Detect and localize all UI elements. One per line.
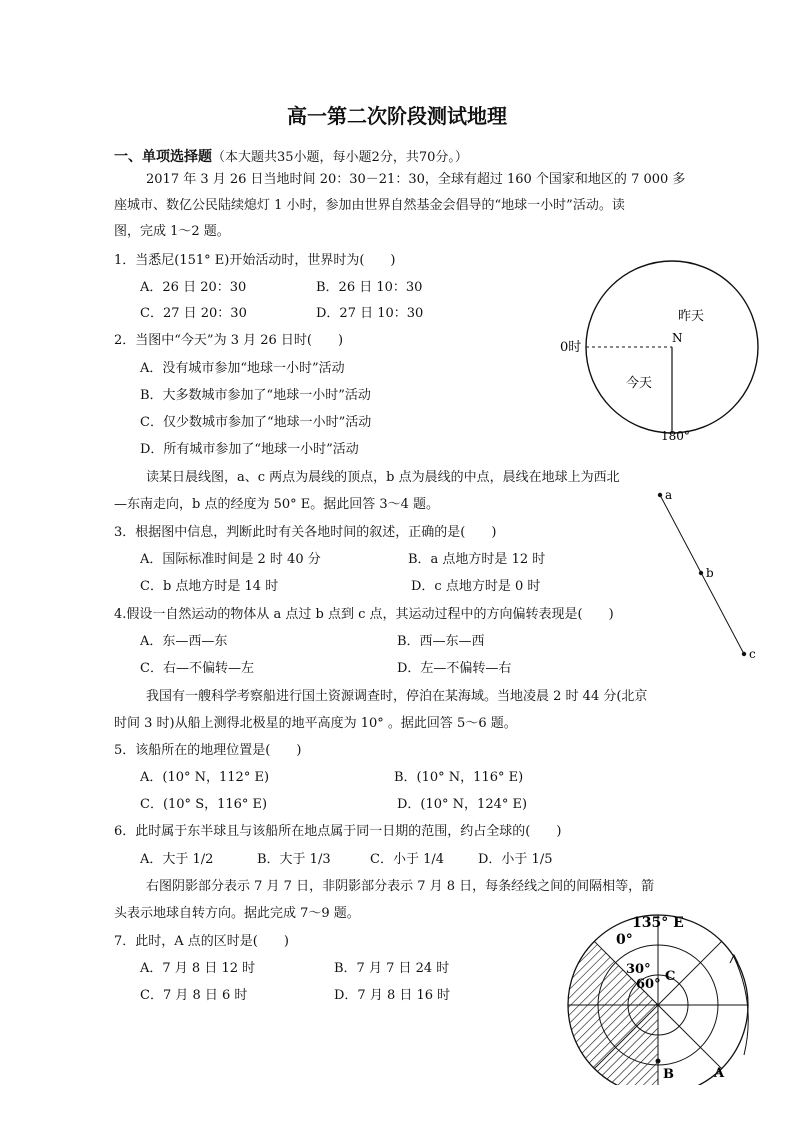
- label-0-degree: 0°: [616, 932, 633, 948]
- q3-stem: 3．根据图中信息，判断此时有关各地时间的叙述，正确的是( ): [114, 525, 497, 540]
- intro1-line1: 2017 年 3 月 26 日当地时间 20：30－21：30，全球有超过 160 个国家和地区的 7 000 多: [146, 172, 686, 187]
- dawn-line-figure: [650, 485, 770, 665]
- q1-stem: 1．当悉尼(151° E)开始活动时，世界时为( ): [114, 253, 396, 268]
- q1-option-a[interactable]: A．26 日 20：30: [140, 280, 247, 295]
- label-60-degree: 60°: [636, 977, 661, 992]
- q7-stem: 7．此时，A 点的区时是( ): [114, 934, 289, 949]
- point-b-marker: [656, 1059, 661, 1064]
- intro2-line2: —东南走向，b 点的经度为 50° E。据此回答 3～4 题。: [114, 497, 440, 512]
- q1-option-b[interactable]: B．26 日 10：30: [316, 280, 423, 295]
- intro2-line1: 读某日晨线图，a、c 两点为晨线的顶点，b 点为晨线的中点，晨线在地球上为西北: [146, 470, 620, 485]
- q3-option-a[interactable]: A．国际标准时间是 2 时 40 分: [140, 552, 321, 567]
- q6-option-b[interactable]: B．大于 1/3: [257, 852, 331, 867]
- section-note: （本大题共35小题，每小题2分，共70分。）: [212, 150, 468, 165]
- q5-stem: 5．该船所在的地理位置是( ): [114, 743, 302, 758]
- q5-option-a[interactable]: A．(10° N，112° E): [140, 770, 270, 785]
- q7-option-a[interactable]: A．7 月 8 日 12 时: [140, 961, 256, 976]
- label-b-point: B: [663, 1067, 674, 1082]
- intro3-line2: 时间 3 时)从船上测得北极星的地平高度为 10° 。据此回答 5～6 题。: [114, 716, 517, 731]
- point-b: [699, 571, 703, 575]
- page-title: 高一第二次阶段测试地理: [287, 104, 507, 128]
- q4-option-a[interactable]: A．东—西—东: [140, 634, 228, 649]
- label-today: 今天: [626, 376, 653, 391]
- label-zero-hour: 0时: [560, 340, 582, 355]
- q4-option-c[interactable]: C．右—不偏转—左: [140, 661, 254, 676]
- q7-option-d[interactable]: D．7 月 8 日 16 时: [334, 988, 451, 1003]
- q5-option-c[interactable]: C．(10° S，116° E): [140, 797, 268, 812]
- q3-option-c[interactable]: C．b 点地方时是 14 时: [140, 579, 279, 594]
- q5-option-b[interactable]: B．(10° N，116° E): [394, 770, 524, 785]
- date-line-figure: [560, 245, 760, 445]
- section-heading: [114, 146, 468, 166]
- q6-option-a[interactable]: A．大于 1/2: [140, 852, 214, 867]
- q6-stem: 6．此时属于东半球且与该船所在地点属于同一日期的范围，约占全球的( ): [114, 824, 562, 839]
- q4-stem: 4.假设一自然运动的物体从 a 点过 b 点到 c 点，其运动过程中的方向偏转表现是( ): [114, 607, 614, 622]
- polar-view-figure: [560, 905, 780, 1085]
- intro1-line3: 图，完成 1～2 题。: [114, 224, 230, 239]
- q6-option-c[interactable]: C．小于 1/4: [370, 852, 445, 867]
- label-a: a: [665, 488, 673, 502]
- q7-option-b[interactable]: B．7 月 7 日 24 时: [334, 961, 450, 976]
- point-a: [658, 493, 662, 497]
- q4-option-b[interactable]: B．西—东—西: [397, 634, 485, 649]
- q4-option-d[interactable]: D．左—不偏转—右: [397, 661, 512, 676]
- intro4-line1: 右图阴影部分表示 7 月 7 日，非阴影部分表示 7 月 8 日，每条经线之间的间隔相等，箭: [146, 879, 655, 894]
- section-title: 一、单项选择题: [114, 149, 212, 165]
- label-c-point: C: [665, 969, 676, 984]
- q5-option-d[interactable]: D．(10° N，124° E): [397, 797, 528, 812]
- point-c: [742, 652, 746, 656]
- label-c: c: [749, 647, 756, 661]
- intro1-line2: 座城市、数亿公民陆续熄灯 1 小时，参加由世界自然基金会倡导的“地球一小时”活动。读: [114, 198, 625, 213]
- label-a-point: A: [714, 1066, 725, 1081]
- q2-option-a[interactable]: A．没有城市参加“地球一小时”活动: [140, 361, 345, 376]
- q2-option-d[interactable]: D．所有城市参加了“地球一小时”活动: [140, 442, 359, 457]
- label-yesterday: 昨天: [678, 309, 705, 324]
- q3-option-b[interactable]: B．a 点地方时是 12 时: [408, 552, 546, 567]
- label-180: 180°: [661, 429, 690, 443]
- q1-option-c[interactable]: C．27 日 20：30: [140, 306, 247, 321]
- q2-option-c[interactable]: C．仅少数城市参加了“地球一小时”活动: [140, 415, 372, 430]
- q1-option-d[interactable]: D．27 日 10：30: [316, 306, 424, 321]
- label-b: b: [706, 566, 714, 580]
- q3-option-d[interactable]: D．c 点地方时是 0 时: [411, 579, 541, 594]
- q2-stem: 2．当图中“今天”为 3 月 26 日时( ): [114, 333, 344, 348]
- q6-option-d[interactable]: D．小于 1/5: [478, 852, 553, 867]
- label-135e: 135° E: [632, 915, 684, 931]
- intro3-line1: 我国有一艘科学考察船进行国土资源调查时，停泊在某海域。当地凌晨 2 时 44 分(北京: [146, 689, 648, 704]
- label-north-pole: N: [672, 331, 683, 345]
- label-30-degree: 30°: [626, 962, 651, 977]
- intro4-line2: 头表示地球自转方向。据此完成 7～9 题。: [114, 906, 360, 921]
- q7-option-c[interactable]: C．7 月 8 日 6 时: [140, 988, 248, 1003]
- q2-option-b[interactable]: B．大多数城市参加了“地球一小时”活动: [140, 388, 371, 403]
